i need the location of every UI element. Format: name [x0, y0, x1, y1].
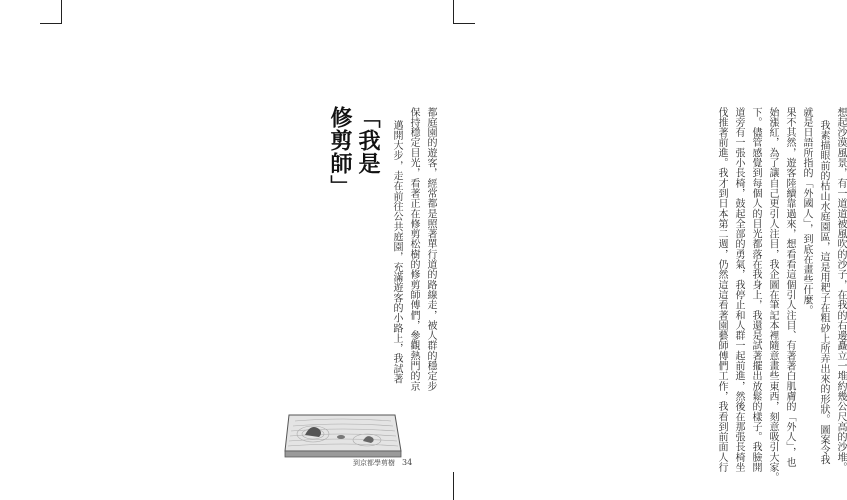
body-column: 伐推著前進。我才到日本第二週，仍然這這看著園藝師傅們工作，我看到前面人行 [716, 107, 727, 473]
crop-mark [40, 23, 62, 24]
body-column: 邁開大步，走在前往公共庭園，充滿遊客的小路上，我試著 [391, 120, 402, 384]
crop-mark [453, 0, 454, 24]
body-column: 都庭園的遊客，經常都是照著單行道的路線走，被人群的穩定步 [425, 107, 436, 392]
page-number: 34 [402, 458, 413, 467]
crop-mark [453, 472, 454, 500]
body-column: 就是日語所指的「外國人」，到底在畫些什麼。 [801, 107, 812, 316]
crop-mark [61, 0, 62, 24]
zen-garden-illustration [283, 407, 403, 459]
page-title [325, 106, 381, 198]
crop-mark [453, 23, 475, 24]
body-column: 保持穩定目光，看著正在修剪松樹的修剪師傅們，參觀熱門的京 [408, 107, 419, 392]
body-column: 我素描眼前的枯山水庭園區，這是用耙子在粗砂上所弄出來的形狀。圖案令我 [818, 120, 829, 466]
body-column: 始漲紅，為了讓自己更引人注目，我企圖在筆記本裡隨意畫些東西，刻意吸引大家。 [767, 107, 778, 483]
body-column: 果不其然，遊客陸續靠過來，想看看這個引人注目、有著著白肌膚的「外人」，也 [784, 107, 795, 468]
body-column: 想起沙漠風景，有一道道被風吹的沙子，在我的右邊矗立一堆約幾公尺高的沙堆。 [835, 107, 846, 473]
running-title: 到京都學剪樹 [353, 459, 395, 467]
title-line-1: 「我是 [355, 106, 380, 175]
body-column: 下。儘管感覺到每個人的目光都落在我身上，我還是試著擺出放鬆的樣子。我臉開 [750, 107, 761, 473]
title-line-2: 修剪師」 [327, 106, 352, 198]
body-column: 道旁有一張小長椅，鼓起全部的勇氣，我停止和人群一起前進，然後在那張長椅坐 [733, 107, 744, 473]
